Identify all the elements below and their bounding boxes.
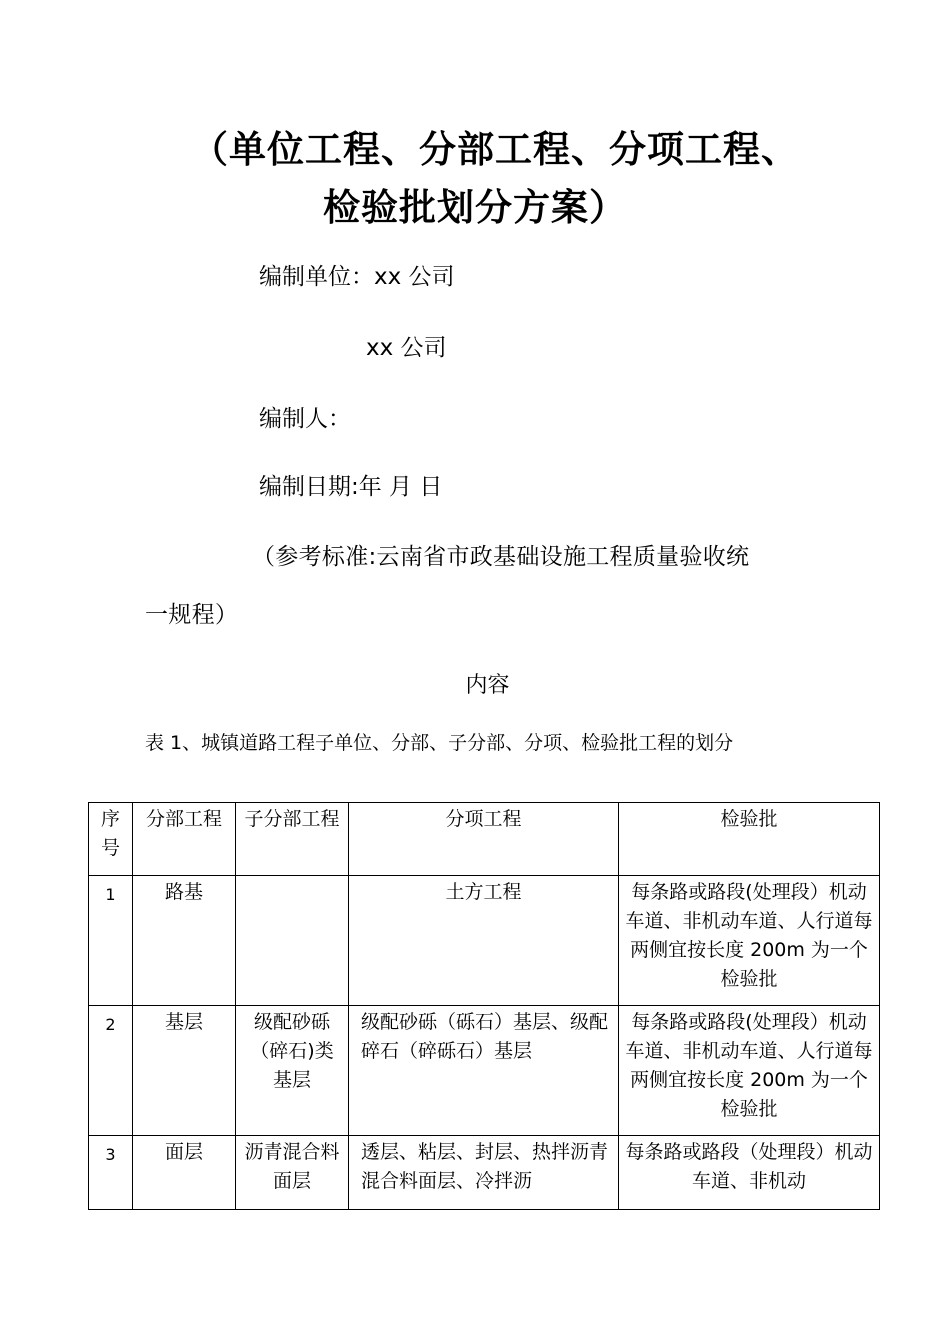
compiler: 编制人： <box>259 406 351 432</box>
document-title-line-1: （单位工程、分部工程、分项工程、 <box>191 128 799 171</box>
compiling-unit: 编制单位：xx 公司 <box>259 264 455 290</box>
table-header-row <box>89 803 880 876</box>
header-no: 序号 <box>89 803 133 876</box>
division-table <box>88 802 880 1210</box>
cell-division: 面层 <box>133 1136 236 1210</box>
cell-subdivision: 沥青混合料面层 <box>236 1136 349 1210</box>
compile-date: 编制日期:年 月 日 <box>259 474 443 500</box>
reference-standard-line-1: （参考标准:云南省市政基础设施工程质量验收统 <box>252 544 750 570</box>
cell-subdivision <box>236 876 349 1006</box>
table-caption: 表 1、城镇道路工程子单位、分部、子分部、分项、检验批工程的划分 <box>145 732 734 754</box>
reference-standard-line-2: 一规程） <box>145 602 239 628</box>
header-subdivision: 子分部工程 <box>236 803 349 876</box>
cell-batch: 每条路或路段(处理段）机动车道、非机动车道、人行道每两侧宜按长度 200m 为一个检验批 <box>619 1006 880 1136</box>
table-row <box>89 876 880 1006</box>
cell-division: 基层 <box>133 1006 236 1136</box>
cell-no: 2 <box>89 1006 133 1136</box>
cell-item: 透层、粘层、封层、热拌沥青混合料面层、冷拌沥 <box>349 1136 619 1210</box>
header-division: 分部工程 <box>133 803 236 876</box>
contents-heading: 内容 <box>465 673 510 698</box>
cell-division: 路基 <box>133 876 236 1006</box>
cell-batch: 每条路或路段(处理段）机动车道、非机动车道、人行道每两侧宜按长度 200m 为一个检验批 <box>619 876 880 1006</box>
header-item: 分项工程 <box>349 803 619 876</box>
cell-item: 级配砂砾（砾石）基层、级配碎石（碎砾石）基层 <box>349 1006 619 1136</box>
cell-batch: 每条路或路段（处理段）机动车道、非机动 <box>619 1136 880 1210</box>
cell-item: 土方工程 <box>349 876 619 1006</box>
document-title-line-2: 检验批划分方案） <box>323 186 627 229</box>
cell-no: 1 <box>89 876 133 1006</box>
compiling-unit-2: xx 公司 <box>366 335 447 361</box>
table-row <box>89 1136 880 1210</box>
header-batch: 检验批 <box>619 803 880 876</box>
cell-no: 3 <box>89 1136 133 1210</box>
cell-subdivision: 级配砂砾（碎石)类基层 <box>236 1006 349 1136</box>
table-row <box>89 1006 880 1136</box>
